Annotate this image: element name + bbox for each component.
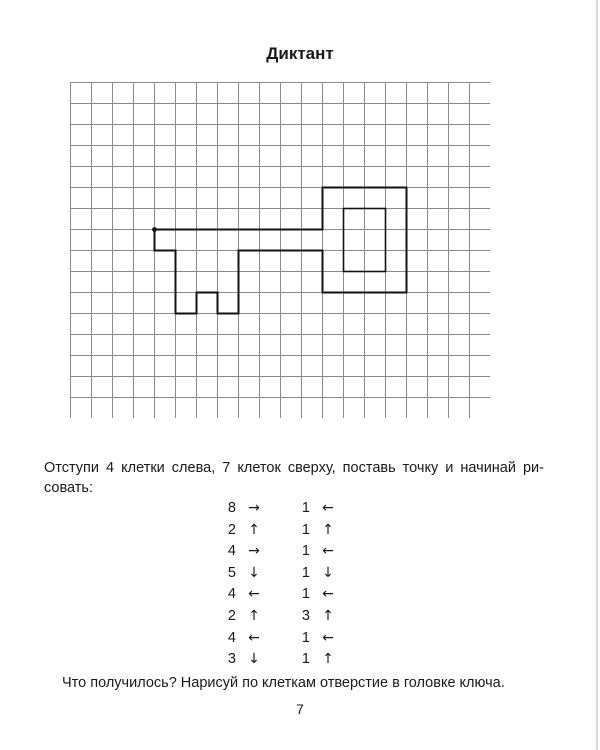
page-number: 7 xyxy=(296,701,304,717)
down-arrow-icon: ↓ xyxy=(322,564,334,581)
step-count: 1 xyxy=(301,521,310,538)
instruction-text: Отступи 4 клетки слева, 7 клеток сверху, поставь точку и начинай ри-совать: xyxy=(44,460,544,496)
up-arrow-icon: ↑ xyxy=(248,521,260,538)
step-count: 1 xyxy=(301,651,310,668)
left-arrow-icon: ← xyxy=(248,586,260,603)
step-count: 1 xyxy=(301,564,310,581)
question-text: Что получилось? Нарисуй по клеткам отверстие в головке ключа. xyxy=(62,675,505,691)
left-arrow-icon: ← xyxy=(322,543,334,560)
step-count: 3 xyxy=(301,607,310,624)
step-row xyxy=(222,565,372,587)
graph-paper-grid xyxy=(70,82,490,418)
left-arrow-icon: ← xyxy=(322,629,334,646)
step-count: 3 xyxy=(227,651,236,668)
down-arrow-icon: ↓ xyxy=(248,651,260,668)
step-count: 2 xyxy=(227,521,236,538)
step-row xyxy=(222,586,372,608)
step-row xyxy=(222,651,372,673)
up-arrow-icon: ↑ xyxy=(248,607,260,624)
step-count: 4 xyxy=(227,629,236,646)
step-count: 1 xyxy=(301,586,310,603)
step-count: 5 xyxy=(227,564,236,581)
step-row xyxy=(222,543,372,565)
step-count: 1 xyxy=(301,543,310,560)
right-arrow-icon: → xyxy=(248,543,260,560)
start-dot xyxy=(152,227,157,232)
up-arrow-icon: ↑ xyxy=(322,651,334,668)
step-row xyxy=(222,608,372,630)
dictation-steps xyxy=(222,500,372,673)
left-arrow-icon: ← xyxy=(322,500,334,516)
step-count: 8 xyxy=(227,500,236,516)
down-arrow-icon: ↓ xyxy=(248,564,260,581)
page-edge-shadow xyxy=(596,0,598,750)
step-row xyxy=(222,500,372,522)
step-row xyxy=(222,522,372,544)
step-count: 1 xyxy=(301,629,310,646)
step-count: 2 xyxy=(227,607,236,624)
left-arrow-icon: ← xyxy=(248,629,260,646)
right-arrow-icon: → xyxy=(248,500,260,516)
up-arrow-icon: ↑ xyxy=(322,607,334,624)
page-title: Диктант xyxy=(266,44,334,63)
left-arrow-icon: ← xyxy=(322,586,334,603)
step-row xyxy=(222,630,372,652)
step-count: 1 xyxy=(301,500,310,516)
step-count: 4 xyxy=(227,543,236,560)
up-arrow-icon: ↑ xyxy=(322,521,334,538)
step-count: 4 xyxy=(227,586,236,603)
